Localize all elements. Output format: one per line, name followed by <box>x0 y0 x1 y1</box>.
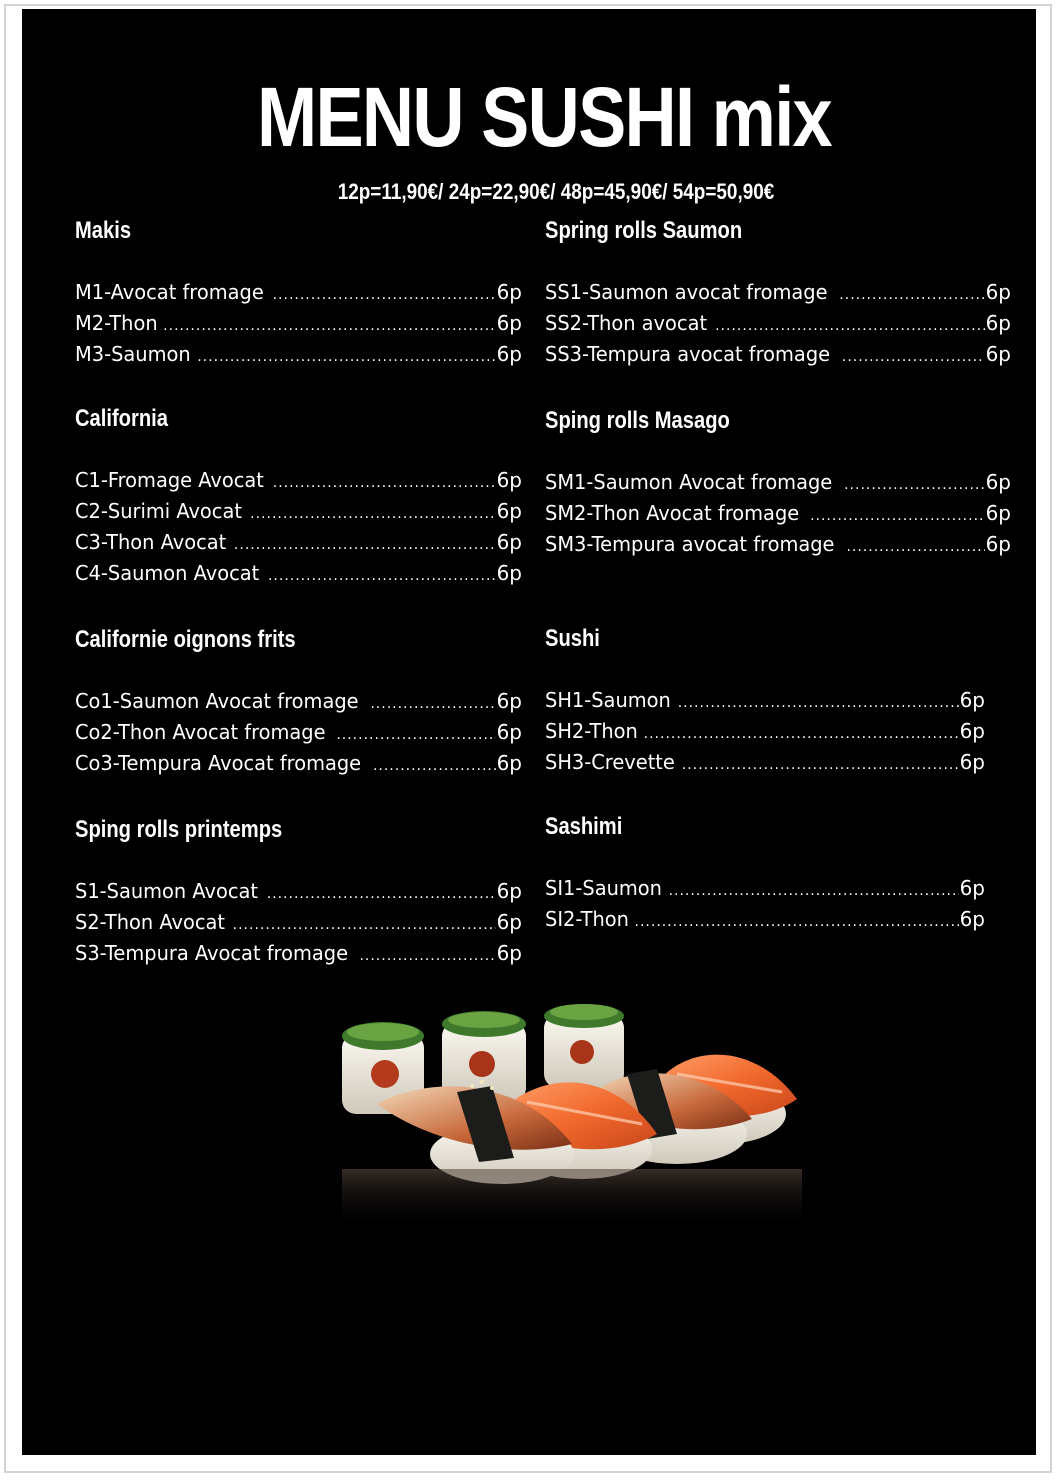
item-qty: 6p <box>985 280 1011 304</box>
maki-roll <box>544 1004 624 1088</box>
item-name: C1-Fromage Avocat <box>75 468 264 492</box>
menu-item <box>75 748 522 779</box>
item-qty: 6p <box>496 689 522 713</box>
item-list <box>75 686 522 779</box>
dot-leader <box>370 689 495 720</box>
dot-leader <box>267 879 496 910</box>
item-name: S2-Thon Avocat <box>75 910 226 934</box>
item-name: Co1-Saumon Avocat fromage <box>75 689 359 713</box>
item-list <box>545 873 985 935</box>
item-qty: 6p <box>985 311 1011 335</box>
dot-leader <box>810 501 985 532</box>
item-name: SI1-Saumon <box>545 876 662 900</box>
reflection <box>342 1169 802 1229</box>
menu-item <box>545 716 985 747</box>
section-title: Sping rolls Masago <box>545 407 730 434</box>
item-qty: 6p <box>959 688 985 712</box>
item-name: S1-Saumon Avocat <box>75 879 259 903</box>
section-californie-oignons-frits <box>75 624 522 775</box>
dot-leader <box>163 311 495 342</box>
item-name: SI2-Thon <box>545 907 629 931</box>
menu-item <box>545 529 1011 560</box>
item-qty: 6p <box>496 468 522 492</box>
dot-leader <box>669 876 959 907</box>
item-qty: 6p <box>985 532 1011 556</box>
item-name: M3-Saumon <box>75 342 191 366</box>
menu-item <box>545 747 985 778</box>
item-list <box>545 685 985 778</box>
item-name: SM2-Thon Avocat fromage <box>545 501 800 525</box>
menu-item <box>75 558 522 589</box>
dot-leader <box>250 499 495 530</box>
item-qty: 6p <box>496 751 522 775</box>
item-list <box>75 465 522 589</box>
item-qty: 6p <box>496 530 522 554</box>
item-qty: 6p <box>496 941 522 965</box>
section-sushi <box>545 623 985 774</box>
dot-leader <box>273 280 496 311</box>
dot-leader <box>336 720 495 751</box>
menu-item <box>75 876 522 907</box>
menu-item <box>545 277 1011 308</box>
item-qty: 6p <box>959 907 985 931</box>
item-qty: 6p <box>496 879 522 903</box>
menu-item <box>545 339 1011 370</box>
dot-leader <box>678 688 959 719</box>
item-qty: 6p <box>959 719 985 743</box>
menu-item <box>545 467 1011 498</box>
dot-leader <box>373 751 496 782</box>
section-title: Californie oignons frits <box>75 626 296 653</box>
item-name: M1-Avocat fromage <box>75 280 264 304</box>
menu-item <box>75 277 522 308</box>
item-name: Co3-Tempura Avocat fromage <box>75 751 362 775</box>
menu-item <box>545 904 985 935</box>
item-qty: 6p <box>959 876 985 900</box>
section-title: Spring rolls Saumon <box>545 217 743 244</box>
item-name: S3-Tempura Avocat fromage <box>75 941 349 965</box>
item-qty: 6p <box>496 280 522 304</box>
item-name: SS3-Tempura avocat fromage <box>545 342 831 366</box>
menu-title: MENU SUSHI mix <box>256 70 832 164</box>
section-title: Makis <box>75 217 132 244</box>
dot-leader <box>268 561 496 592</box>
dot-leader <box>844 470 984 501</box>
item-name: C2-Surimi Avocat <box>75 499 242 523</box>
item-qty: 6p <box>985 470 1011 494</box>
menu-item <box>75 339 522 370</box>
section-spring-rolls-saumon <box>545 215 1011 366</box>
menu-item <box>75 465 522 496</box>
dot-leader <box>635 907 959 938</box>
menu-item <box>75 496 522 527</box>
item-name: SH1-Saumon <box>545 688 671 712</box>
item-list <box>75 876 522 969</box>
dot-leader <box>273 468 496 499</box>
sushi-illustration <box>282 974 802 1234</box>
section-california <box>75 403 522 585</box>
menu-item <box>545 685 985 716</box>
item-qty: 6p <box>496 311 522 335</box>
item-qty: 6p <box>496 561 522 585</box>
section-title: California <box>75 405 168 432</box>
menu-item <box>545 498 1011 529</box>
item-name: SS1-Saumon avocat fromage <box>545 280 828 304</box>
item-list <box>75 277 522 370</box>
menu-item <box>75 686 522 717</box>
dot-leader <box>644 719 959 750</box>
dot-leader <box>715 311 984 342</box>
item-name: C3-Thon Avocat <box>75 530 227 554</box>
menu-item <box>75 527 522 558</box>
dot-leader <box>682 750 959 781</box>
dot-leader <box>839 280 984 311</box>
item-name: SH3-Crevette <box>545 750 675 774</box>
item-qty: 6p <box>496 499 522 523</box>
menu-item <box>75 907 522 938</box>
item-qty: 6p <box>496 910 522 934</box>
menu-item <box>545 308 1011 339</box>
item-list <box>545 467 1011 560</box>
item-name: SM1-Saumon Avocat fromage <box>545 470 833 494</box>
section-sping-rolls-printemps <box>75 814 522 965</box>
item-list <box>545 277 1011 370</box>
dot-leader <box>359 941 495 972</box>
section-title: Sashimi <box>545 813 623 840</box>
item-name: SH2-Thon <box>545 719 638 743</box>
dot-leader <box>197 342 495 373</box>
item-qty: 6p <box>496 720 522 744</box>
section-title: Sping rolls printemps <box>75 816 283 843</box>
section-title: Sushi <box>545 625 600 652</box>
item-name: SM3-Tempura avocat fromage <box>545 532 835 556</box>
dot-leader <box>846 532 984 563</box>
sushi-photo <box>282 974 802 1234</box>
item-qty: 6p <box>959 750 985 774</box>
dot-leader <box>842 342 985 373</box>
menu-poster <box>22 9 1036 1455</box>
dot-leader <box>234 530 496 561</box>
item-name: SS2-Thon avocat <box>545 311 708 335</box>
dot-leader <box>233 910 496 941</box>
section-sping-rolls-masago <box>545 405 1011 556</box>
item-qty: 6p <box>985 501 1011 525</box>
item-name: Co2-Thon Avocat fromage <box>75 720 326 744</box>
item-qty: 6p <box>985 342 1011 366</box>
price-list: 12p=11,90€/ 24p=22,90€/ 48p=45,90€/ 54p=50,90€ <box>337 179 775 204</box>
menu-item <box>75 308 522 339</box>
menu-item <box>75 938 522 969</box>
section-makis <box>75 215 522 366</box>
item-name: C4-Saumon Avocat <box>75 561 260 585</box>
menu-item <box>545 873 985 904</box>
item-qty: 6p <box>496 342 522 366</box>
section-sashimi <box>545 811 985 931</box>
item-name: M2-Thon <box>75 311 158 335</box>
menu-item <box>75 717 522 748</box>
